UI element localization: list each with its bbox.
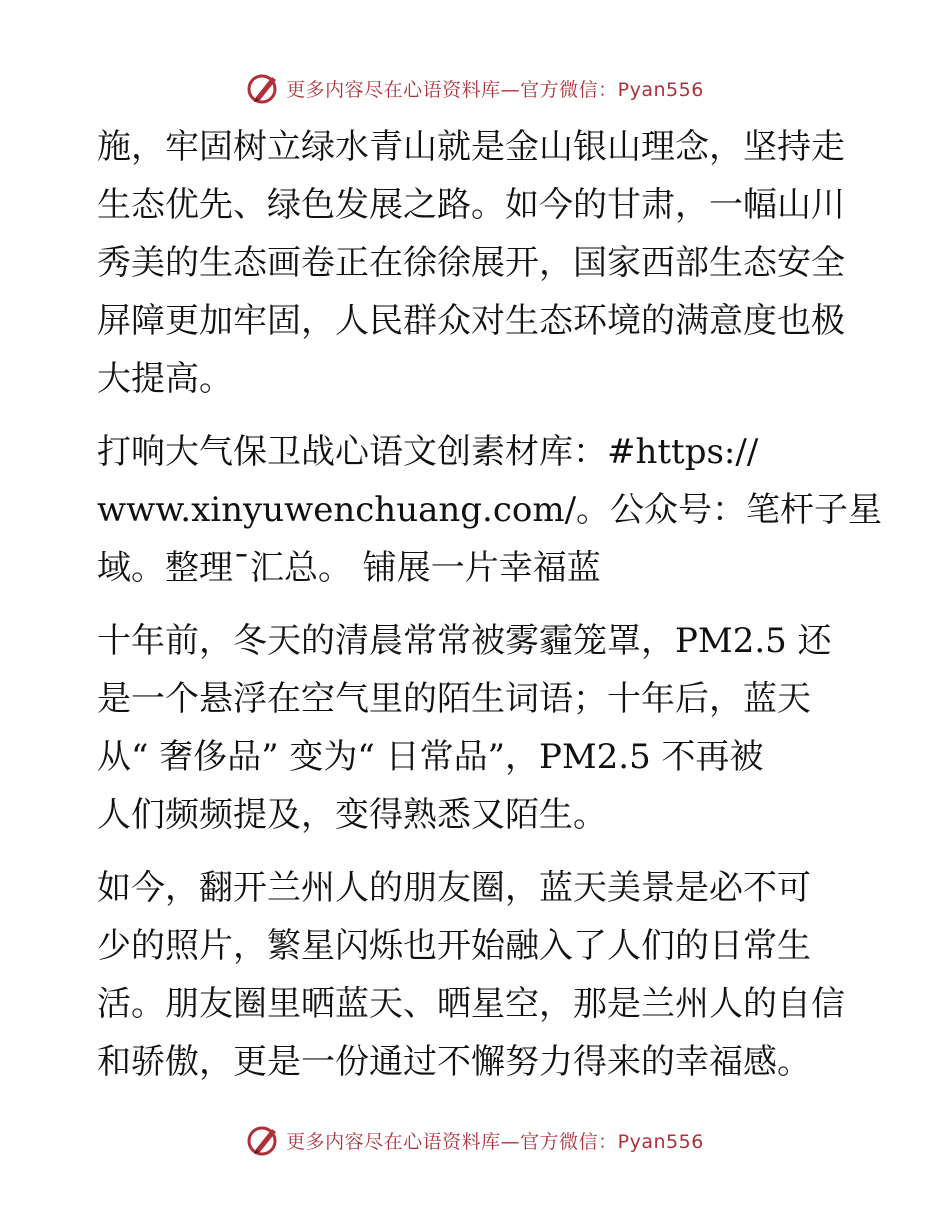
document-body xyxy=(97,118,883,1091)
paragraph-4 xyxy=(97,859,857,1091)
text-line: 十年前，冬天的清晨常常被雾霾笼罩，PM2.5 还 xyxy=(97,621,832,661)
text-line: 秀美的生态画卷正在徐徐展开，国家西部生态安全 xyxy=(97,243,845,283)
text-line: 和骄傲，更是一份通过不懈努力得来的幸福感。 xyxy=(97,1042,811,1082)
text-line: 活。朋友圈里晒蓝天、晒星空，那是兰州人的自信 xyxy=(97,984,845,1024)
footer-banner xyxy=(0,1120,950,1160)
text-line: 大提高。 xyxy=(97,359,233,399)
pen-logo-icon xyxy=(246,71,280,105)
text-line: 从“ 奢侈品” 变为“ 日常品”，PM2.5 不再被 xyxy=(97,737,764,777)
text-line: 屏障更加牢固，人民群众对生态环境的满意度也极 xyxy=(97,301,845,341)
text-line: 人们频频提及，变得熟悉又陌生。 xyxy=(97,795,607,835)
text-line: 是一个悬浮在空气里的陌生词语；十年后，蓝天 xyxy=(97,679,811,719)
banner-text: 更多内容尽在心语资料库—官方微信：Pyan556 xyxy=(286,1130,704,1153)
text-line: 打响大气保卫战心语文创素材库：#https:// xyxy=(97,432,759,472)
paragraph-2 xyxy=(97,423,883,597)
text-line: 生态优先、绿色发展之路。如今的甘肃，一幅山川 xyxy=(97,185,845,225)
paragraph-3 xyxy=(97,612,857,844)
text-line: 少的照片，繁星闪烁也开始融入了人们的日常生 xyxy=(97,926,811,966)
paragraph-1 xyxy=(97,118,857,408)
text-line: www.xinyuwenchuang.com/。公众号：笔杆子星 xyxy=(97,490,883,530)
banner-text: 更多内容尽在心语资料库—官方微信：Pyan556 xyxy=(286,78,704,101)
text-line: 施，牢固树立绿水青山就是金山银山理念，坚持走 xyxy=(97,127,845,167)
text-line: 域。整理¯汇总。 铺展一片幸福蓝 xyxy=(97,548,601,588)
text-line: 如今，翻开兰州人的朋友圈，蓝天美景是必不可 xyxy=(97,868,811,908)
header-banner xyxy=(0,68,950,108)
pen-logo-icon xyxy=(246,1123,280,1157)
